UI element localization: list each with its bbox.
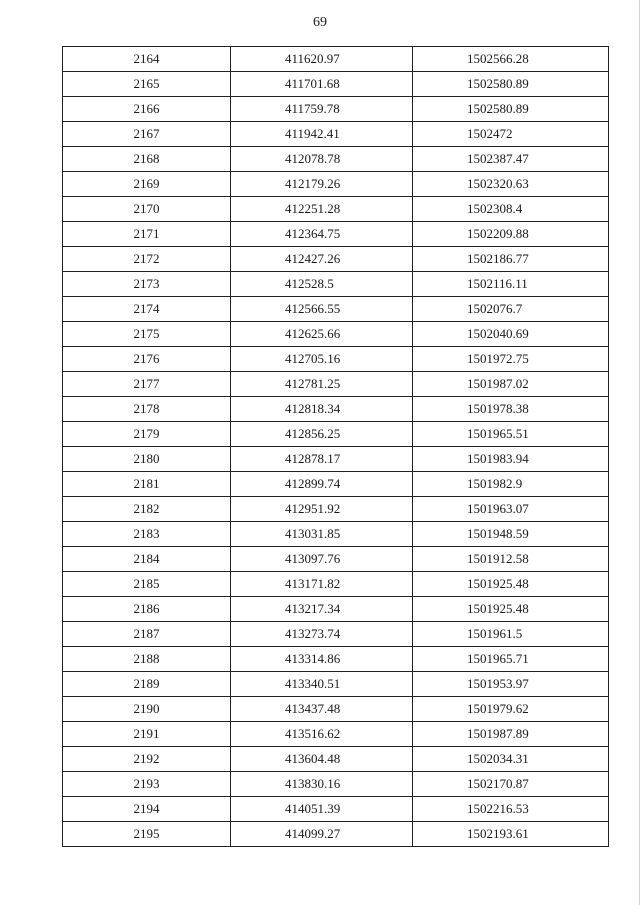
table-row (63, 797, 609, 822)
point-number-cell: 2177 (63, 372, 231, 397)
table-row (63, 172, 609, 197)
x-coordinate-cell: 412528.5 (231, 272, 413, 297)
table-row (63, 272, 609, 297)
point-number-cell: 2173 (63, 272, 231, 297)
y-coordinate-cell: 1502387.47 (413, 147, 609, 172)
y-coordinate-cell: 1501972.75 (413, 347, 609, 372)
x-coordinate-cell: 412179.26 (231, 172, 413, 197)
y-coordinate-cell: 1501987.02 (413, 372, 609, 397)
x-coordinate-cell: 413171.82 (231, 572, 413, 597)
table-row (63, 197, 609, 222)
x-coordinate-cell: 411942.41 (231, 122, 413, 147)
point-number-cell: 2190 (63, 697, 231, 722)
point-number-cell: 2175 (63, 322, 231, 347)
table-row (63, 472, 609, 497)
point-number-cell: 2186 (63, 597, 231, 622)
table-row (63, 297, 609, 322)
coordinates-table (62, 46, 609, 847)
table-row (63, 822, 609, 847)
point-number-cell: 2167 (63, 122, 231, 147)
y-coordinate-cell: 1501979.62 (413, 697, 609, 722)
table-row (63, 347, 609, 372)
x-coordinate-cell: 412625.66 (231, 322, 413, 347)
table-row (63, 147, 609, 172)
x-coordinate-cell: 413604.48 (231, 747, 413, 772)
x-coordinate-cell: 412856.25 (231, 422, 413, 447)
y-coordinate-cell: 1501965.51 (413, 422, 609, 447)
table-row (63, 772, 609, 797)
point-number-cell: 2194 (63, 797, 231, 822)
table-row (63, 47, 609, 72)
x-coordinate-cell: 412878.17 (231, 447, 413, 472)
y-coordinate-cell: 1501953.97 (413, 672, 609, 697)
point-number-cell: 2176 (63, 347, 231, 372)
y-coordinate-cell: 1501961.5 (413, 622, 609, 647)
x-coordinate-cell: 412781.25 (231, 372, 413, 397)
point-number-cell: 2187 (63, 622, 231, 647)
y-coordinate-cell: 1502320.63 (413, 172, 609, 197)
point-number-cell: 2169 (63, 172, 231, 197)
x-coordinate-cell: 413273.74 (231, 622, 413, 647)
point-number-cell: 2184 (63, 547, 231, 572)
x-coordinate-cell: 412427.26 (231, 247, 413, 272)
table-row (63, 222, 609, 247)
y-coordinate-cell: 1502186.77 (413, 247, 609, 272)
table-row (63, 97, 609, 122)
y-coordinate-cell: 1501987.89 (413, 722, 609, 747)
y-coordinate-cell: 1502566.28 (413, 47, 609, 72)
y-coordinate-cell: 1502580.89 (413, 97, 609, 122)
table-row (63, 747, 609, 772)
point-number-cell: 2172 (63, 247, 231, 272)
table-row (63, 597, 609, 622)
point-number-cell: 2182 (63, 497, 231, 522)
y-coordinate-cell: 1502209.88 (413, 222, 609, 247)
table-row (63, 697, 609, 722)
y-coordinate-cell: 1502076.7 (413, 297, 609, 322)
y-coordinate-cell: 1501965.71 (413, 647, 609, 672)
point-number-cell: 2195 (63, 822, 231, 847)
point-number-cell: 2193 (63, 772, 231, 797)
y-coordinate-cell: 1502580.89 (413, 72, 609, 97)
x-coordinate-cell: 412364.75 (231, 222, 413, 247)
x-coordinate-cell: 413830.16 (231, 772, 413, 797)
y-coordinate-cell: 1502116.11 (413, 272, 609, 297)
point-number-cell: 2168 (63, 147, 231, 172)
x-coordinate-cell: 413097.76 (231, 547, 413, 572)
y-coordinate-cell: 1502040.69 (413, 322, 609, 347)
point-number-cell: 2171 (63, 222, 231, 247)
x-coordinate-cell: 411759.78 (231, 97, 413, 122)
x-coordinate-cell: 412705.16 (231, 347, 413, 372)
x-coordinate-cell: 413217.34 (231, 597, 413, 622)
y-coordinate-cell: 1502308.4 (413, 197, 609, 222)
point-number-cell: 2189 (63, 672, 231, 697)
table-row (63, 247, 609, 272)
x-coordinate-cell: 412951.92 (231, 497, 413, 522)
page-number: 69 (313, 15, 327, 30)
point-number-cell: 2179 (63, 422, 231, 447)
x-coordinate-cell: 414051.39 (231, 797, 413, 822)
y-coordinate-cell: 1501925.48 (413, 597, 609, 622)
y-coordinate-cell: 1501963.07 (413, 497, 609, 522)
y-coordinate-cell: 1502193.61 (413, 822, 609, 847)
x-coordinate-cell: 412818.34 (231, 397, 413, 422)
point-number-cell: 2178 (63, 397, 231, 422)
x-coordinate-cell: 412566.55 (231, 297, 413, 322)
x-coordinate-cell: 413314.86 (231, 647, 413, 672)
table-row (63, 422, 609, 447)
y-coordinate-cell: 1502034.31 (413, 747, 609, 772)
point-number-cell: 2170 (63, 197, 231, 222)
point-number-cell: 2181 (63, 472, 231, 497)
table-row (63, 572, 609, 597)
table-row (63, 722, 609, 747)
x-coordinate-cell: 411701.68 (231, 72, 413, 97)
point-number-cell: 2180 (63, 447, 231, 472)
point-number-cell: 2165 (63, 72, 231, 97)
y-coordinate-cell: 1501982.9 (413, 472, 609, 497)
coordinates-table-body (63, 47, 609, 847)
y-coordinate-cell: 1502472 (413, 122, 609, 147)
table-row (63, 497, 609, 522)
x-coordinate-cell: 413031.85 (231, 522, 413, 547)
y-coordinate-cell: 1502170.87 (413, 772, 609, 797)
table-row (63, 647, 609, 672)
y-coordinate-cell: 1501912.58 (413, 547, 609, 572)
x-coordinate-cell: 413437.48 (231, 697, 413, 722)
x-coordinate-cell: 412078.78 (231, 147, 413, 172)
table-row (63, 372, 609, 397)
point-number-cell: 2188 (63, 647, 231, 672)
x-coordinate-cell: 413516.62 (231, 722, 413, 747)
y-coordinate-cell: 1501978.38 (413, 397, 609, 422)
table-row (63, 547, 609, 572)
y-coordinate-cell: 1501925.48 (413, 572, 609, 597)
point-number-cell: 2166 (63, 97, 231, 122)
table-row (63, 122, 609, 147)
x-coordinate-cell: 411620.97 (231, 47, 413, 72)
x-coordinate-cell: 412899.74 (231, 472, 413, 497)
point-number-cell: 2191 (63, 722, 231, 747)
table-row (63, 622, 609, 647)
point-number-cell: 2192 (63, 747, 231, 772)
point-number-cell: 2185 (63, 572, 231, 597)
table-row (63, 322, 609, 347)
point-number-cell: 2164 (63, 47, 231, 72)
x-coordinate-cell: 412251.28 (231, 197, 413, 222)
y-coordinate-cell: 1502216.53 (413, 797, 609, 822)
y-coordinate-cell: 1501948.59 (413, 522, 609, 547)
table-row (63, 447, 609, 472)
table-row (63, 672, 609, 697)
y-coordinate-cell: 1501983.94 (413, 447, 609, 472)
point-number-cell: 2183 (63, 522, 231, 547)
point-number-cell: 2174 (63, 297, 231, 322)
table-row (63, 397, 609, 422)
table-row (63, 522, 609, 547)
x-coordinate-cell: 414099.27 (231, 822, 413, 847)
x-coordinate-cell: 413340.51 (231, 672, 413, 697)
table-row (63, 72, 609, 97)
